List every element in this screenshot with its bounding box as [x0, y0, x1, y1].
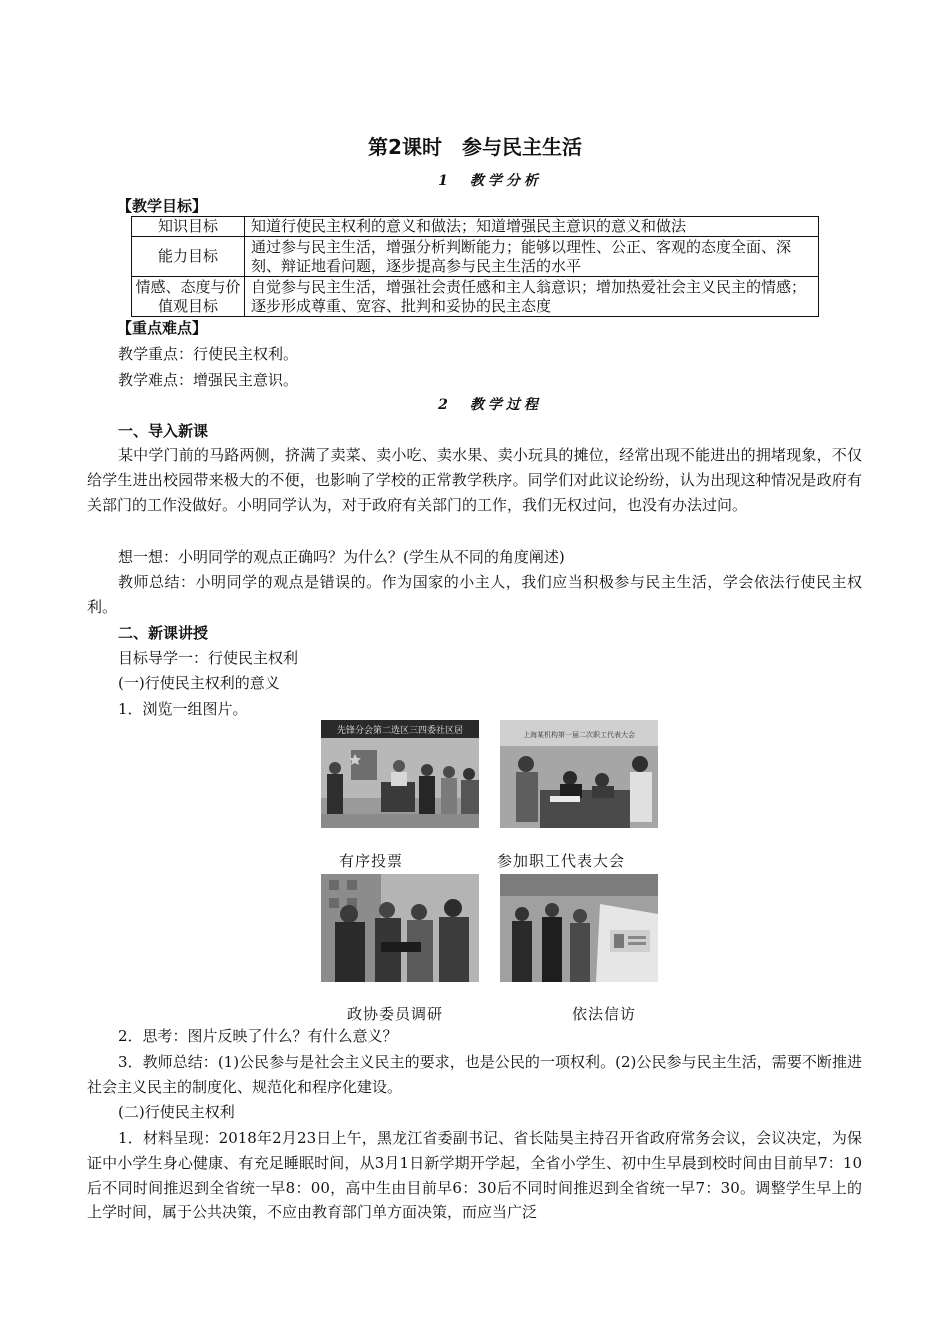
- part2-heading: 二、新课讲授: [118, 624, 209, 642]
- goal-text: 通过参与民主生活，增强分析判断能力；能够以理性、公正、客观的态度全面、深刻、辩证地看问题，逐步提高参与民主生活的水平: [245, 237, 819, 277]
- photo-staff-congress: [500, 720, 658, 828]
- goals-table: [131, 216, 819, 317]
- section-label: 教学过程: [469, 397, 542, 413]
- goal-label: 知识目标: [132, 217, 245, 237]
- key-point: 教学重点：行使民主权利。: [118, 345, 299, 363]
- photo-cppcc-research: [321, 874, 479, 982]
- section-label: 教学分析: [469, 173, 542, 189]
- section-number: 1: [438, 173, 452, 189]
- step-1: 1．浏览一组图片。: [118, 700, 248, 718]
- goals-heading: 【教学目标】: [117, 197, 208, 215]
- goal-label: 情感、态度与价值观目标: [132, 277, 245, 317]
- goal-text: 自觉参与民主生活，增强社会责任感和主人翁意识；增加热爱社会主义民主的情感；逐步形成尊重、宽容、批判和妥协的民主态度: [245, 277, 819, 317]
- think-question: 想一想：小明同学的观点正确吗？为什么？(学生从不同的角度阐述): [118, 548, 565, 566]
- part1-heading: 一、导入新课: [118, 422, 209, 440]
- difficult-point: 教学难点：增强民主意识。: [118, 371, 299, 389]
- photo-caption: 政协委员调研: [347, 1005, 444, 1023]
- step-3: 3．教师总结：(1)公民参与是社会主义民主的要求，也是公民的一项权利。(2)公民参与民主生活，需要不断推进社会主义民主的制度化、规范化和程序化建设。: [87, 1053, 862, 1096]
- section-heading-process: [0, 394, 950, 414]
- photo-caption: 有序投票: [339, 852, 404, 870]
- section-number: 2: [438, 397, 452, 413]
- photo-caption: 依法信访: [572, 1005, 637, 1023]
- photo-banner-text: 上海某机构第一届二次职工代表大会: [523, 731, 635, 739]
- lesson-title: 第2课时 参与民主生活: [368, 135, 582, 159]
- material-paragraph: 1．材料呈现：2018年2月23日上午，黑龙江省委副书记、省长陆昊主持召开省政府常务会议，会议决定，为保证中小学生身心健康、有充足睡眠时间，从3月1日新学期开学起，全省小学生、初中生早晨到校时间由目前早7：10后不同时间推迟到全省统一早8：00，高中生由目前早6：30后不同时间推迟到全省统一早7：30。调整学生早上的上学时间，属于公共决策，不应由教育部门单方面决策，而应当广泛: [87, 1129, 862, 1222]
- goal-guide-1: 目标导学一：行使民主权利: [118, 649, 299, 667]
- photo-caption: 参加职工代表大会: [497, 852, 626, 870]
- table-row: [132, 277, 819, 317]
- goal-label: 能力目标: [132, 237, 245, 277]
- goal-text: 知道行使民主权利的意义和做法；知道增强民主意识的意义和做法: [245, 217, 819, 237]
- subsection-2: (二)行使民主权利: [118, 1103, 235, 1121]
- photo-lawful-petition: [500, 874, 658, 982]
- photo-voting: [321, 720, 479, 828]
- table-row: [132, 237, 819, 277]
- photo-banner-text: 先锋分会第二选区三四委社区居: [336, 726, 464, 736]
- key-points-heading: 【重点难点】: [117, 319, 208, 337]
- section-heading-analysis: [0, 170, 950, 190]
- subsection-1: (一)行使民主权利的意义: [118, 674, 280, 692]
- teacher-summary: 教师总结：小明同学的观点是错误的。作为国家的小主人，我们应当积极参与民主生活，学会依法行使民主权利。: [87, 573, 862, 616]
- intro-paragraph: 某中学门前的马路两侧，挤满了卖菜、卖小吃、卖水果、卖小玩具的摊位，经常出现不能进出的拥堵现象，不仅给学生进出校园带来极大的不便，也影响了学校的正常教学秩序。同学们对此议论纷纷，认为出现这种情况是政府有关部门的工作没做好。小明同学认为，对于政府有关部门的工作，我们无权过问，也没有办法过问。: [87, 446, 862, 514]
- step-2: 2．思考：图片反映了什么？有什么意义？: [118, 1027, 398, 1045]
- table-row: [132, 217, 819, 237]
